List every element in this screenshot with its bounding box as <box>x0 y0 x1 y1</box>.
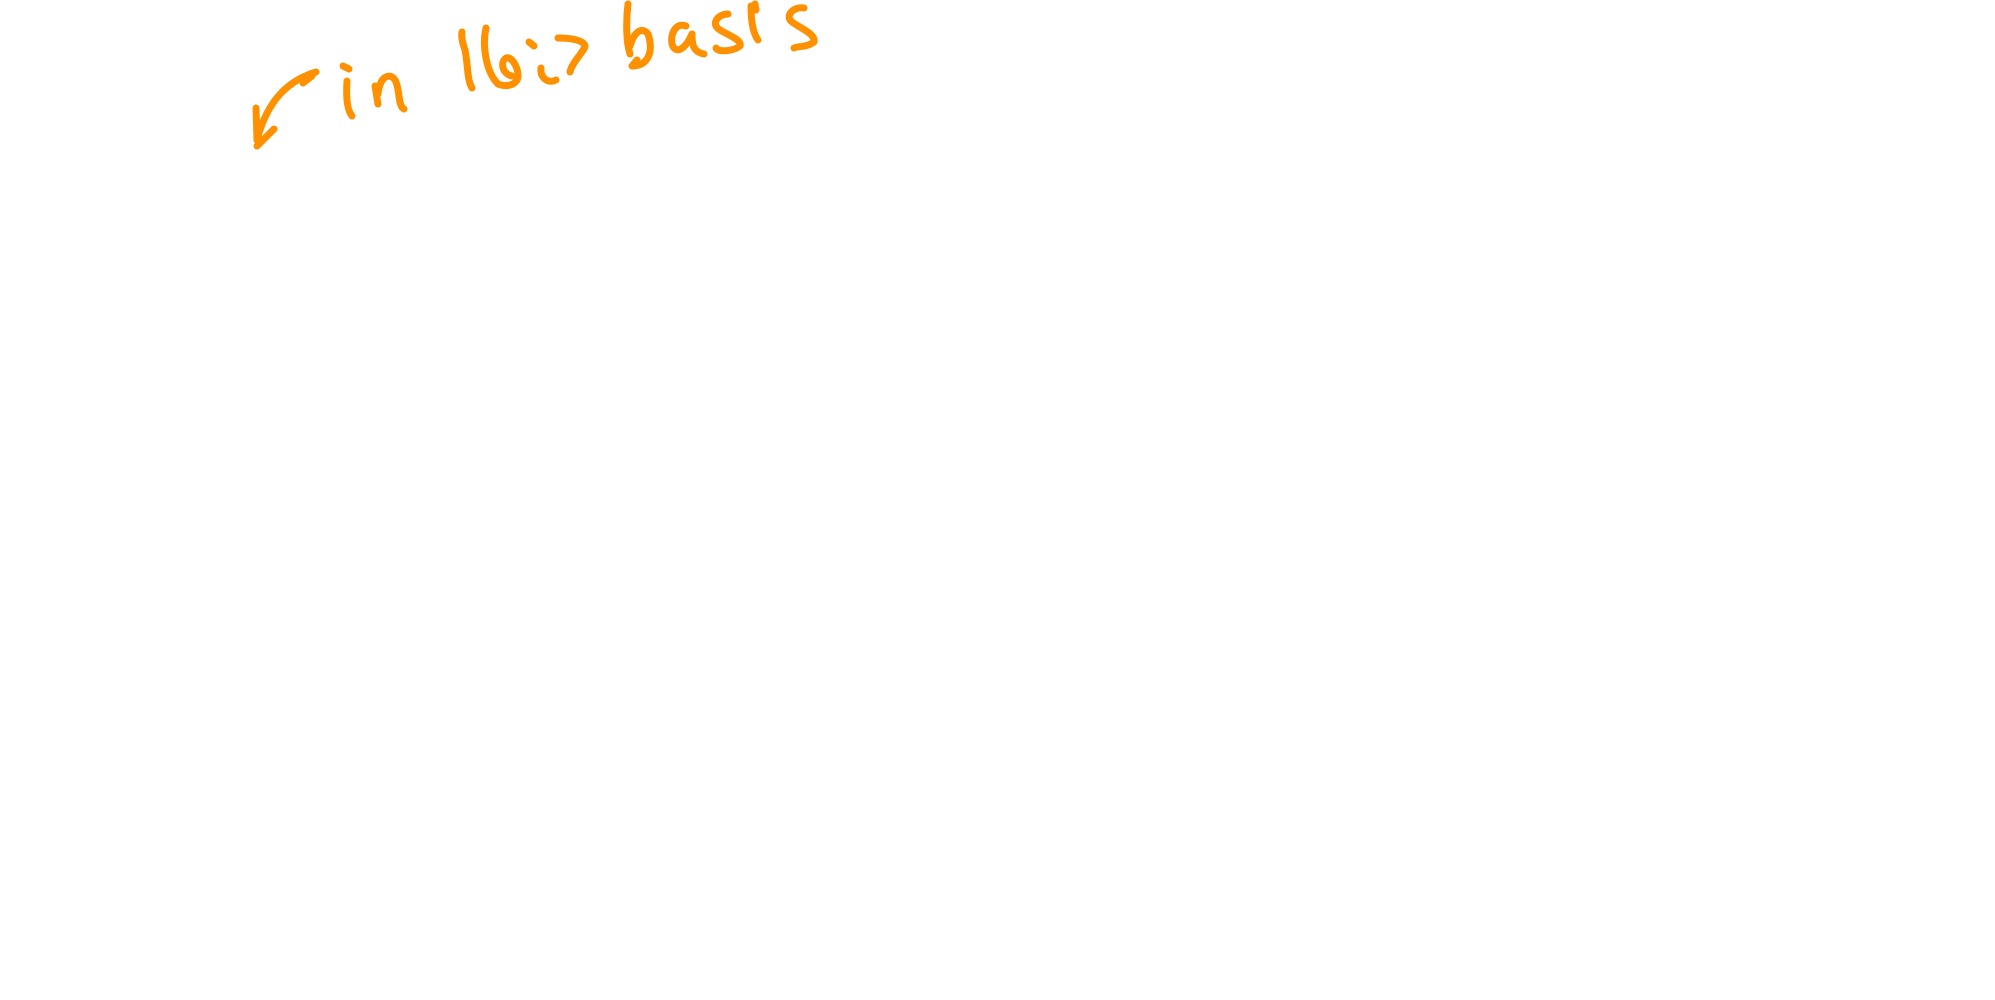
glyph-1 <box>462 32 472 88</box>
arrow-head-left <box>256 108 257 140</box>
glyph-b <box>627 4 651 66</box>
glyph-a <box>672 25 704 54</box>
glyph-7 <box>558 38 585 72</box>
glyph-s-2 <box>789 8 814 48</box>
glyph-i-stem <box>347 81 352 116</box>
arrow-annotation <box>256 72 316 146</box>
glyph-i-dot <box>343 66 349 69</box>
glyph-6 <box>485 28 519 86</box>
glyph-s-1 <box>715 14 740 51</box>
glyph-colon <box>529 42 556 81</box>
handwriting-annotation <box>343 4 814 116</box>
glyph-n <box>375 76 404 109</box>
glyph-i2-dot <box>755 4 756 10</box>
